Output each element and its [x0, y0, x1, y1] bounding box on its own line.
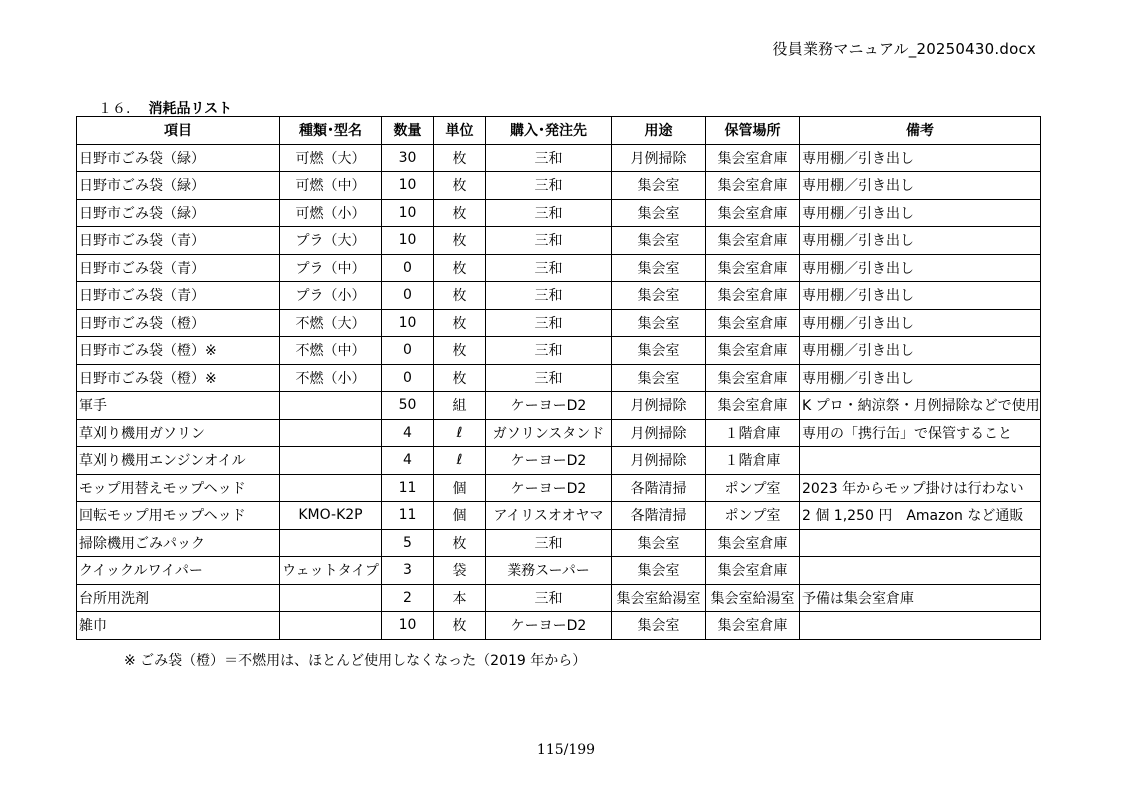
cell-unit: 本 [434, 584, 486, 612]
cell-quantity: 50 [382, 392, 434, 420]
cell-unit: ℓ [434, 419, 486, 447]
cell-usage: 集会室 [612, 557, 706, 585]
table-row [77, 364, 1041, 392]
cell-quantity: 11 [382, 474, 434, 502]
cell-quantity: 30 [382, 144, 434, 172]
cell-supplier: アイリスオオヤマ [486, 502, 612, 530]
cell-quantity: 10 [382, 227, 434, 255]
cell-item: 日野市ごみ袋（緑） [77, 172, 280, 200]
cell-remarks [800, 447, 1041, 475]
cell-unit: 組 [434, 392, 486, 420]
cell-storage: 集会室倉庫 [706, 199, 800, 227]
table-body [77, 144, 1041, 639]
cell-supplier: 三和 [486, 254, 612, 282]
cell-unit: 枚 [434, 199, 486, 227]
cell-quantity: 10 [382, 172, 434, 200]
cell-storage: 集会室倉庫 [706, 364, 800, 392]
cell-remarks: 専用棚／引き出し [800, 364, 1041, 392]
cell-supplier: 三和 [486, 227, 612, 255]
cell-supplier: 三和 [486, 337, 612, 365]
cell-storage: 集会室倉庫 [706, 337, 800, 365]
cell-usage: 月例掃除 [612, 419, 706, 447]
cell-type [280, 419, 382, 447]
cell-type [280, 392, 382, 420]
cell-type [280, 529, 382, 557]
cell-type [280, 584, 382, 612]
cell-supplier: ケーヨーD2 [486, 447, 612, 475]
cell-remarks: 専用棚／引き出し [800, 227, 1041, 255]
cell-type [280, 474, 382, 502]
cell-type: 可燃（大） [280, 144, 382, 172]
cell-type: 不燃（小） [280, 364, 382, 392]
cell-usage: 月例掃除 [612, 447, 706, 475]
table-row [77, 584, 1041, 612]
cell-quantity: 3 [382, 557, 434, 585]
table-row [77, 529, 1041, 557]
cell-usage: 集会室 [612, 199, 706, 227]
table-row [77, 447, 1041, 475]
cell-supplier: 三和 [486, 529, 612, 557]
column-header-remarks: 備考 [800, 117, 1041, 145]
cell-quantity: 10 [382, 612, 434, 640]
cell-supplier: 三和 [486, 309, 612, 337]
table-row [77, 282, 1041, 310]
cell-quantity: 10 [382, 309, 434, 337]
cell-item: 日野市ごみ袋（橙） [77, 309, 280, 337]
cell-item: 台所用洗剤 [77, 584, 280, 612]
cell-usage: 各階清掃 [612, 502, 706, 530]
cell-unit: 枚 [434, 172, 486, 200]
page-number: 115/199 [536, 742, 596, 758]
cell-usage: 集会室 [612, 337, 706, 365]
table-row [77, 172, 1041, 200]
cell-storage: １階倉庫 [706, 419, 800, 447]
footnote: ※ ごみ袋（橙）＝不燃用は、ほとんど使用しなくなった（2019 年から） [124, 653, 587, 669]
cell-remarks: 専用棚／引き出し [800, 282, 1041, 310]
cell-remarks: K プロ・納涼祭・月例掃除などで使用 [800, 392, 1041, 420]
cell-supplier: ガソリンスタンド [486, 419, 612, 447]
cell-storage: 集会室倉庫 [706, 254, 800, 282]
cell-usage: 集会室 [612, 282, 706, 310]
table-row [77, 199, 1041, 227]
cell-storage: 集会室給湯室 [706, 584, 800, 612]
table-row [77, 337, 1041, 365]
cell-unit: 枚 [434, 309, 486, 337]
cell-quantity: 0 [382, 364, 434, 392]
cell-quantity: 2 [382, 584, 434, 612]
cell-usage: 集会室 [612, 172, 706, 200]
cell-remarks: 2023 年からモップ掛けは行わない [800, 474, 1041, 502]
cell-unit: 枚 [434, 144, 486, 172]
cell-item: 日野市ごみ袋（青） [77, 227, 280, 255]
cell-storage: ポンプ室 [706, 474, 800, 502]
section-number: １６. [98, 101, 131, 117]
cell-remarks: 専用棚／引き出し [800, 144, 1041, 172]
cell-storage: 集会室倉庫 [706, 612, 800, 640]
cell-unit: 枚 [434, 337, 486, 365]
column-header-type: 種類･型名 [280, 117, 382, 145]
cell-unit: 枚 [434, 612, 486, 640]
cell-quantity: 0 [382, 254, 434, 282]
cell-type [280, 447, 382, 475]
cell-quantity: 10 [382, 199, 434, 227]
cell-type: 可燃（中） [280, 172, 382, 200]
table-header-row [77, 117, 1041, 145]
cell-storage: １階倉庫 [706, 447, 800, 475]
cell-quantity: 5 [382, 529, 434, 557]
cell-storage: 集会室倉庫 [706, 309, 800, 337]
section-title-text: 消耗品リスト [148, 101, 233, 117]
table-row [77, 392, 1041, 420]
cell-supplier: 業務スーパー [486, 557, 612, 585]
cell-remarks [800, 612, 1041, 640]
cell-supplier: ケーヨーD2 [486, 612, 612, 640]
cell-storage: 集会室倉庫 [706, 172, 800, 200]
column-header-item: 項目 [77, 117, 280, 145]
supplies-table [76, 116, 1041, 640]
cell-quantity: 4 [382, 419, 434, 447]
column-header-unit: 単位 [434, 117, 486, 145]
cell-storage: ポンプ室 [706, 502, 800, 530]
cell-type: プラ（中） [280, 254, 382, 282]
cell-type: ウェットタイプ [280, 557, 382, 585]
cell-quantity: 0 [382, 282, 434, 310]
cell-unit: 個 [434, 474, 486, 502]
cell-type [280, 612, 382, 640]
cell-usage: 集会室 [612, 364, 706, 392]
cell-remarks: 2 個 1,250 円 Amazon など通販 [800, 502, 1041, 530]
cell-storage: 集会室倉庫 [706, 557, 800, 585]
cell-usage: 集会室 [612, 612, 706, 640]
table-row [77, 419, 1041, 447]
cell-unit: 個 [434, 502, 486, 530]
cell-remarks: 専用棚／引き出し [800, 199, 1041, 227]
cell-unit: ℓ [434, 447, 486, 475]
cell-storage: 集会室倉庫 [706, 392, 800, 420]
cell-storage: 集会室倉庫 [706, 529, 800, 557]
cell-quantity: 4 [382, 447, 434, 475]
cell-type: プラ（大） [280, 227, 382, 255]
table-row [77, 557, 1041, 585]
cell-storage: 集会室倉庫 [706, 227, 800, 255]
cell-usage: 集会室 [612, 529, 706, 557]
cell-supplier: ケーヨーD2 [486, 474, 612, 502]
column-header-usage: 用途 [612, 117, 706, 145]
cell-supplier: 三和 [486, 282, 612, 310]
cell-item: 草刈り機用エンジンオイル [77, 447, 280, 475]
table-row [77, 254, 1041, 282]
cell-usage: 集会室 [612, 309, 706, 337]
cell-remarks [800, 557, 1041, 585]
cell-item: 日野市ごみ袋（緑） [77, 144, 280, 172]
cell-item: 雑巾 [77, 612, 280, 640]
cell-unit: 枚 [434, 254, 486, 282]
cell-supplier: ケーヨーD2 [486, 392, 612, 420]
cell-type: プラ（小） [280, 282, 382, 310]
cell-usage: 集会室給湯室 [612, 584, 706, 612]
cell-storage: 集会室倉庫 [706, 144, 800, 172]
cell-quantity: 0 [382, 337, 434, 365]
cell-remarks: 専用棚／引き出し [800, 337, 1041, 365]
section-title [98, 98, 232, 118]
cell-item: 日野市ごみ袋（橙）※ [77, 364, 280, 392]
cell-usage: 月例掃除 [612, 392, 706, 420]
table-row [77, 227, 1041, 255]
cell-usage: 集会室 [612, 227, 706, 255]
table-row [77, 474, 1041, 502]
cell-item: 掃除機用ごみパック [77, 529, 280, 557]
cell-supplier: 三和 [486, 364, 612, 392]
cell-item: モップ用替えモップヘッド [77, 474, 280, 502]
column-header-storage: 保管場所 [706, 117, 800, 145]
cell-type: 可燃（小） [280, 199, 382, 227]
cell-storage: 集会室倉庫 [706, 282, 800, 310]
cell-remarks: 専用の「携行缶」で保管すること [800, 419, 1041, 447]
cell-item: 軍手 [77, 392, 280, 420]
cell-type: KMO-K2P [280, 502, 382, 530]
cell-remarks: 専用棚／引き出し [800, 254, 1041, 282]
table-row [77, 309, 1041, 337]
cell-supplier: 三和 [486, 584, 612, 612]
cell-remarks [800, 529, 1041, 557]
cell-item: 日野市ごみ袋（青） [77, 282, 280, 310]
cell-unit: 枚 [434, 529, 486, 557]
cell-unit: 枚 [434, 364, 486, 392]
cell-usage: 各階清掃 [612, 474, 706, 502]
document-filename: 役員業務マニュアル_20250430.docx [772, 40, 1036, 58]
column-header-quantity: 数量 [382, 117, 434, 145]
cell-item: 日野市ごみ袋（青） [77, 254, 280, 282]
cell-unit: 枚 [434, 227, 486, 255]
cell-item: 回転モップ用モップヘッド [77, 502, 280, 530]
cell-usage: 月例掃除 [612, 144, 706, 172]
cell-item: クイックルワイパー [77, 557, 280, 585]
cell-item: 日野市ごみ袋（緑） [77, 199, 280, 227]
cell-unit: 枚 [434, 282, 486, 310]
cell-remarks: 専用棚／引き出し [800, 309, 1041, 337]
cell-remarks: 予備は集会室倉庫 [800, 584, 1041, 612]
cell-quantity: 11 [382, 502, 434, 530]
cell-item: 日野市ごみ袋（橙）※ [77, 337, 280, 365]
cell-item: 草刈り機用ガソリン [77, 419, 280, 447]
table-row [77, 144, 1041, 172]
cell-supplier: 三和 [486, 199, 612, 227]
cell-type: 不燃（大） [280, 309, 382, 337]
cell-supplier: 三和 [486, 144, 612, 172]
cell-unit: 袋 [434, 557, 486, 585]
cell-usage: 集会室 [612, 254, 706, 282]
column-header-supplier: 購入･発注先 [486, 117, 612, 145]
cell-type: 不燃（中） [280, 337, 382, 365]
table-row [77, 612, 1041, 640]
table-row [77, 502, 1041, 530]
cell-remarks: 専用棚／引き出し [800, 172, 1041, 200]
cell-supplier: 三和 [486, 172, 612, 200]
